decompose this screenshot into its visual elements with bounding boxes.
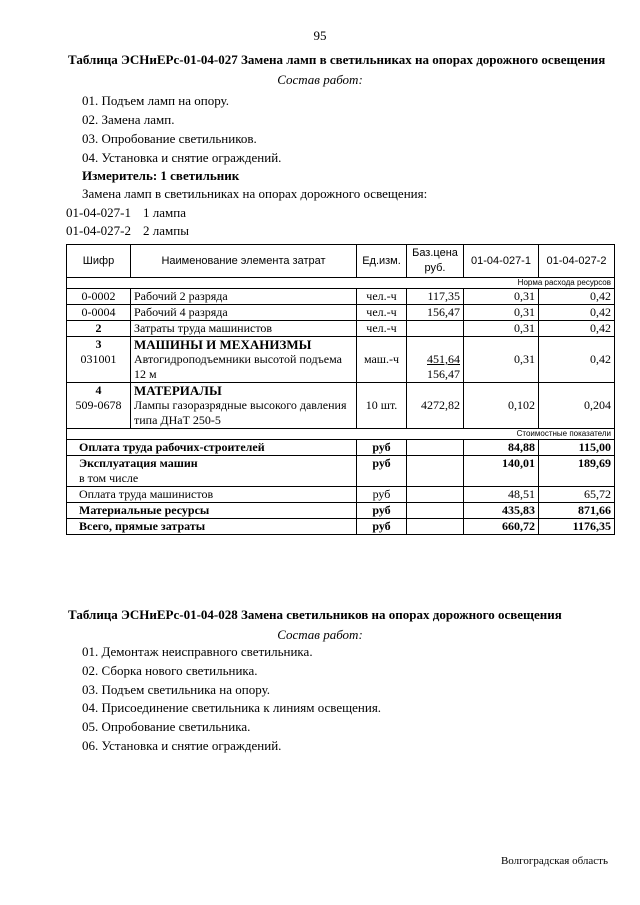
row-code: 509-0678 bbox=[75, 398, 122, 412]
row-unit: чел.-ч bbox=[357, 321, 407, 337]
row-unit: 10 шт. bbox=[357, 383, 407, 429]
cost-row bbox=[67, 487, 615, 503]
row-price: 156,47 bbox=[427, 367, 460, 381]
cost-value-2: 1176,35 bbox=[539, 519, 615, 535]
cost-value-1: 84,88 bbox=[464, 440, 539, 456]
table-row bbox=[67, 321, 615, 337]
row-value-2: 0,204 bbox=[539, 383, 615, 429]
cost-row bbox=[67, 440, 615, 456]
row-value-1: 0,31 bbox=[464, 305, 539, 321]
row-name: Рабочий 2 разряда bbox=[131, 289, 357, 305]
row-value-1: 0,31 bbox=[464, 321, 539, 337]
cost-name: Материальные ресурсы bbox=[67, 503, 357, 519]
table-row bbox=[67, 289, 615, 305]
row-code: 031001 bbox=[80, 352, 117, 366]
header-col1: 01-04-027-1 bbox=[464, 245, 539, 278]
table1-description: Замена ламп в светильниках на опорах дорожного освещения: bbox=[82, 186, 428, 201]
header-code: Шифр bbox=[67, 245, 131, 278]
row-price: 4272,82 bbox=[407, 383, 464, 429]
row-value-2: 0,42 bbox=[539, 321, 615, 337]
cost-value-1: 48,51 bbox=[464, 487, 539, 503]
row-name: Рабочий 4 разряда bbox=[131, 305, 357, 321]
table1-sostav-label: Состав работ: bbox=[277, 72, 363, 87]
header-price: Баз.цена руб. bbox=[407, 245, 464, 278]
table2-step: 06. Установка и снятие ограждений. bbox=[82, 738, 282, 753]
cost-unit: руб bbox=[357, 487, 407, 503]
cost-label: Стоимостные показатели bbox=[67, 429, 615, 440]
resource-table bbox=[66, 244, 615, 535]
norm-label: Норма расхода ресурсов bbox=[67, 278, 615, 289]
cost-row bbox=[67, 503, 615, 519]
cost-unit: руб bbox=[357, 456, 407, 487]
table1-step: 03. Опробование светильников. bbox=[82, 131, 257, 146]
table2-step: 05. Опробование светильника. bbox=[82, 719, 251, 734]
table-row bbox=[67, 305, 615, 321]
row-value-1: 0,31 bbox=[464, 289, 539, 305]
table1-step: 04. Установка и снятие ограждений. bbox=[82, 150, 282, 165]
cost-unit: руб bbox=[357, 440, 407, 456]
cost-name: Эксплуатация машин bbox=[79, 456, 198, 470]
section-title: МАТЕРИАЛЫ bbox=[134, 383, 222, 398]
section-number: 3 bbox=[95, 337, 102, 351]
cost-unit: руб bbox=[357, 519, 407, 535]
header-name: Наименование элемента затрат bbox=[131, 245, 357, 278]
row-value-2: 0,42 bbox=[539, 305, 615, 321]
row-value-1: 0,102 bbox=[464, 383, 539, 429]
cost-value-2: 65,72 bbox=[539, 487, 615, 503]
cost-name: Оплата труда машинистов bbox=[67, 487, 357, 503]
page-number: 95 bbox=[313, 28, 327, 43]
footer-region: Волгоградская область bbox=[500, 855, 608, 867]
cost-name: Всего, прямые затраты bbox=[67, 519, 357, 535]
cost-subnote: в том числе bbox=[79, 471, 139, 485]
row-name: Затраты труда машинистов bbox=[131, 321, 357, 337]
row-unit: чел.-ч bbox=[357, 289, 407, 305]
cost-value-1: 435,83 bbox=[464, 503, 539, 519]
cost-value-2: 871,66 bbox=[539, 503, 615, 519]
row-name: Лампы газоразрядные высокого давления типа ДНаТ 250-5 bbox=[134, 398, 347, 427]
row-code: 0-0004 bbox=[67, 305, 131, 321]
variant-text: 2 лампы bbox=[143, 223, 189, 238]
cost-value-1: 140,01 bbox=[464, 456, 539, 487]
table1-step: 02. Замена ламп. bbox=[82, 112, 175, 127]
table1-step: 01. Подъем ламп на опору. bbox=[82, 93, 229, 108]
meter-label: Измеритель: 1 светильник bbox=[82, 168, 240, 183]
cost-name: Оплата труда рабочих-строителей bbox=[67, 440, 357, 456]
row-price: 156,47 bbox=[407, 305, 464, 321]
row-code: 0-0002 bbox=[67, 289, 131, 305]
row-code: 2 bbox=[67, 321, 131, 337]
row-value-2: 0,42 bbox=[539, 289, 615, 305]
cost-row bbox=[67, 456, 615, 487]
cost-value-2: 189,69 bbox=[539, 456, 615, 487]
table1-title: Таблица ЭСНиЕРс-01-04-027 Замена ламп в светильниках на опорах дорожного освещения bbox=[68, 52, 606, 67]
row-name: Автогидроподъемники высотой подъема 12 м bbox=[134, 352, 342, 381]
cost-unit: руб bbox=[357, 503, 407, 519]
cost-row bbox=[67, 519, 615, 535]
variant-code: 01-04-027-2 bbox=[66, 223, 131, 238]
row-price: 451,64 bbox=[427, 352, 460, 366]
row-value-2: 0,42 bbox=[539, 337, 615, 383]
table2-step: 04. Присоединение светильника к линиям освещения. bbox=[82, 700, 382, 715]
variant-text: 1 лампа bbox=[143, 205, 186, 220]
variant-code: 01-04-027-1 bbox=[66, 205, 131, 220]
table2-title: Таблица ЭСНиЕРс-01-04-028 Замена светильников на опорах дорожного освещения bbox=[68, 607, 562, 622]
cost-value-1: 660,72 bbox=[464, 519, 539, 535]
table2-sostav-label: Состав работ: bbox=[277, 627, 363, 642]
row-price: 117,35 bbox=[407, 289, 464, 305]
table-row bbox=[67, 383, 615, 429]
table2-step: 03. Подъем светильника на опору. bbox=[82, 682, 271, 697]
table2-step: 02. Сборка нового светильника. bbox=[82, 663, 258, 678]
table-row bbox=[67, 337, 615, 383]
row-unit: маш.-ч bbox=[357, 337, 407, 383]
section-title: МАШИНЫ И МЕХАНИЗМЫ bbox=[134, 337, 312, 352]
header-unit: Ед.изм. bbox=[357, 245, 407, 278]
header-col2: 01-04-027-2 bbox=[539, 245, 615, 278]
row-unit: чел.-ч bbox=[357, 305, 407, 321]
table2-step: 01. Демонтаж неисправного светильника. bbox=[82, 644, 313, 659]
cost-value-2: 115,00 bbox=[539, 440, 615, 456]
row-value-1: 0,31 bbox=[464, 337, 539, 383]
section-number: 4 bbox=[95, 383, 102, 397]
